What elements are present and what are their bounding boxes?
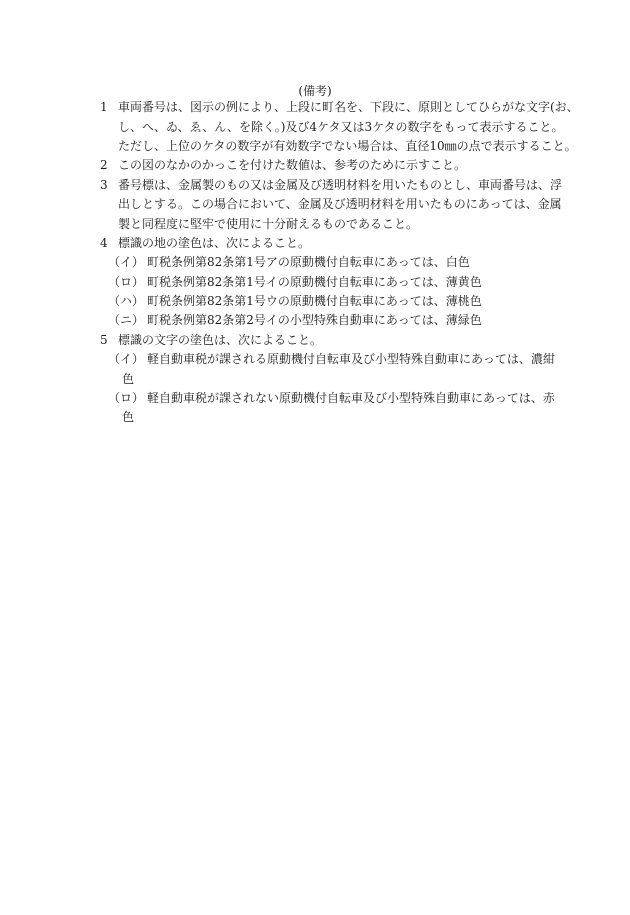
note-text: し、へ、ゐ、ゑ、ん、を除く。)及び4ケタ又は3ケタの数字をもって表示すること。 bbox=[118, 119, 564, 134]
note-5-line bbox=[0, 331, 630, 350]
note-4-subitem bbox=[0, 273, 630, 292]
subitem-label: （ロ） bbox=[108, 274, 145, 289]
note-4-subitem bbox=[0, 292, 630, 311]
note-2-line bbox=[0, 156, 630, 175]
subitem-label: （ニ） bbox=[108, 313, 145, 328]
note-3-continuation bbox=[0, 195, 630, 214]
note-1-line bbox=[0, 98, 630, 117]
subitem-text: 町税条例第82条第1号イの原動機付自転車にあっては、薄黄色 bbox=[147, 274, 482, 289]
subitem-text: 町税条例第82条第1号アの原動機付自転車にあっては、白色 bbox=[147, 255, 470, 270]
note-4-subitem bbox=[0, 311, 630, 330]
subitem-text: 町税条例第82条第1号ウの原動機付自転車にあっては、薄桃色 bbox=[147, 294, 482, 309]
note-1-continuation bbox=[0, 118, 630, 137]
note-text: この図のなかのかっこを付けた数値は、参考のために示すこと。 bbox=[118, 158, 467, 173]
note-3-line bbox=[0, 176, 630, 195]
remarks-list bbox=[0, 98, 630, 427]
note-5-subitem bbox=[0, 350, 630, 369]
note-number: 5 bbox=[100, 332, 108, 347]
note-number: 4 bbox=[100, 235, 108, 250]
note-number: 1 bbox=[100, 100, 108, 115]
note-text: 製と同程度に堅牢で使用に十分耐えるものであること。 bbox=[118, 216, 419, 231]
note-text: 出しとする。この場合において、金属及び透明材料を用いたものにあっては、金属 bbox=[118, 197, 562, 212]
note-4-line bbox=[0, 234, 630, 253]
note-4-subitem bbox=[0, 253, 630, 272]
subitem-label: （イ） bbox=[108, 352, 145, 367]
subitem-text: 軽自動車税が課される原動機付自転車及び小型特殊自動車にあっては、濃紺 bbox=[147, 352, 555, 367]
subitem-text: 軽自動車税が課されない原動機付自転車及び小型特殊自動車にあっては、赤 bbox=[147, 390, 555, 405]
note-text: 標識の文字の塗色は、次によること。 bbox=[118, 332, 323, 347]
subitem-text: 町税条例第82条第2号イの小型特殊自動車にあっては、薄緑色 bbox=[147, 313, 482, 328]
subitem-label: （イ） bbox=[108, 255, 145, 270]
note-5-subitem bbox=[0, 389, 630, 408]
note-number: 2 bbox=[100, 158, 108, 173]
note-text: ただし、上位のケタの数字が有効数字でない場合は、直径10㎜の点で表示すること。 bbox=[118, 139, 577, 154]
note-3-continuation bbox=[0, 215, 630, 234]
note-text: 車両番号は、図示の例により、上段に町名を、下段に、原則としてひらがな文字(お、 bbox=[118, 100, 579, 115]
note-text: 番号標は、金属製のもの又は金属及び透明材料を用いたものとし、車両番号は、浮 bbox=[118, 177, 563, 192]
note-text: 標識の地の塗色は、次によること。 bbox=[118, 235, 311, 250]
remarks-heading: (備考) bbox=[298, 84, 332, 98]
subitem-text: 色 bbox=[122, 371, 135, 386]
note-5-subitem-continuation bbox=[0, 370, 630, 389]
note-1-continuation bbox=[0, 137, 630, 156]
subitem-label: （ロ） bbox=[108, 390, 145, 405]
subitem-label: （ハ） bbox=[108, 294, 145, 309]
note-5-subitem-continuation bbox=[0, 408, 630, 427]
note-number: 3 bbox=[100, 177, 108, 192]
subitem-text: 色 bbox=[122, 410, 135, 425]
